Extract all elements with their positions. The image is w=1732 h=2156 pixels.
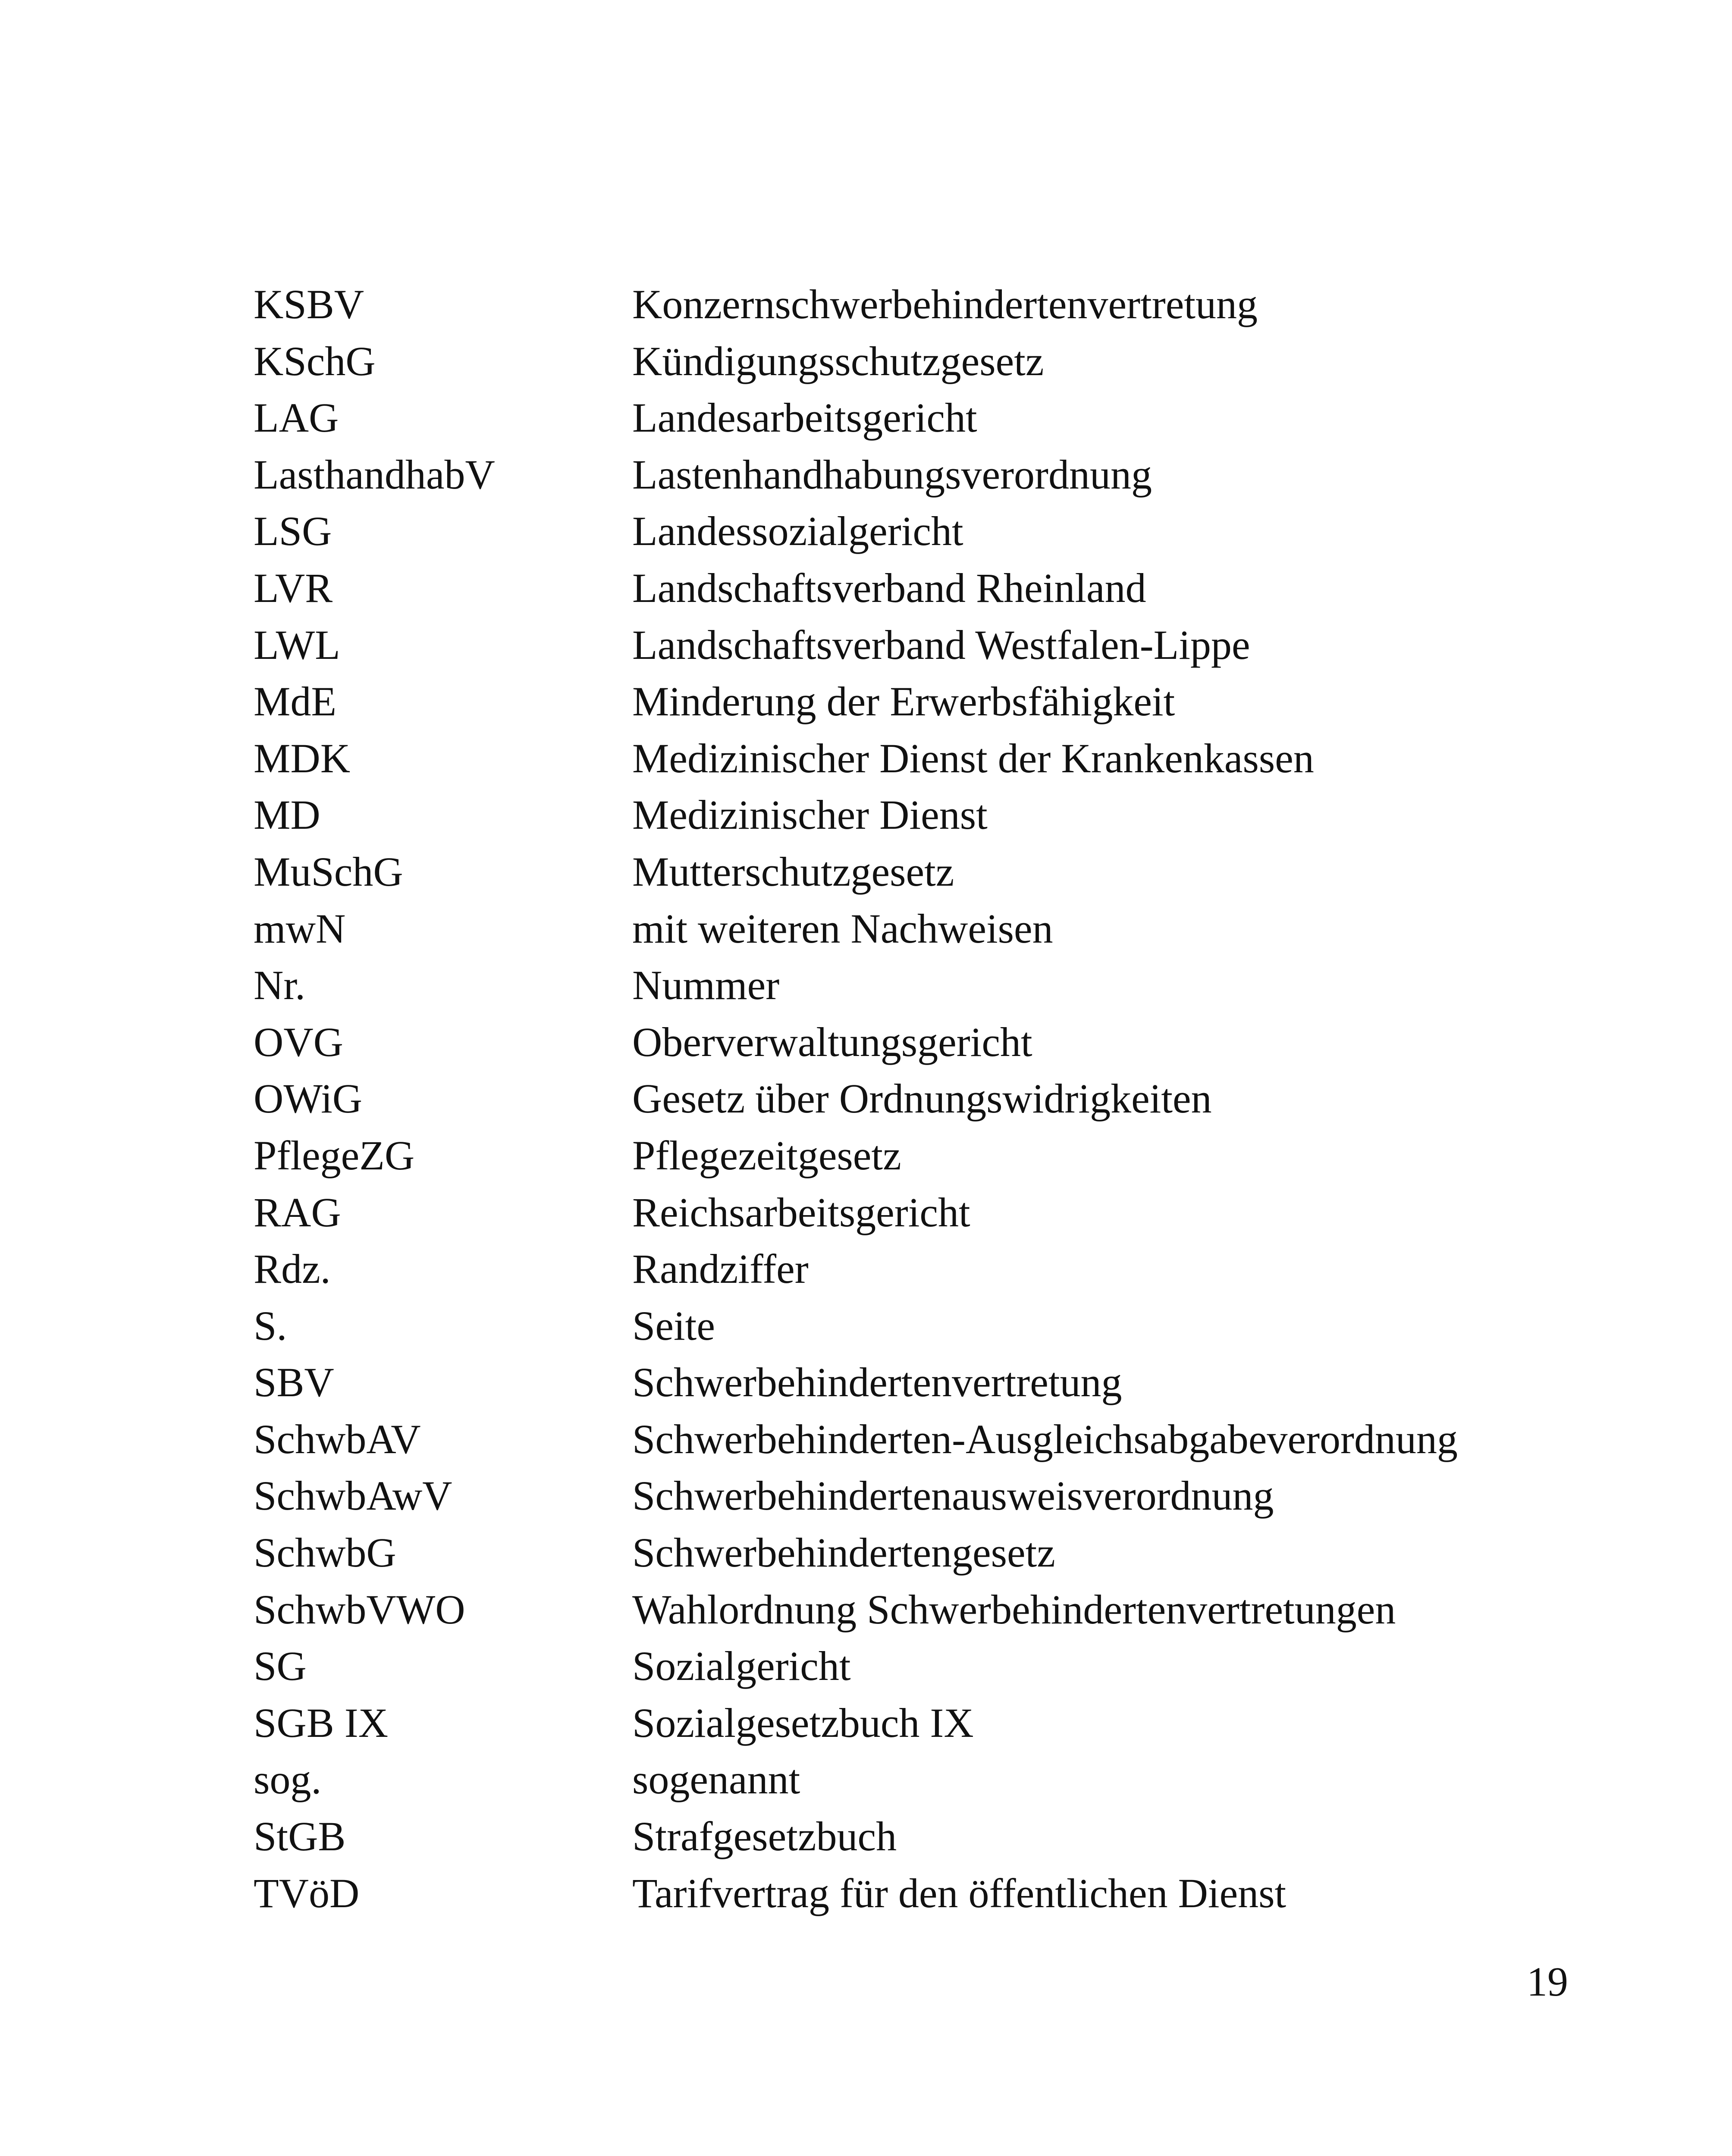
abbreviation-term: Rdz. [254, 1246, 331, 1292]
list-item [254, 1865, 1547, 1922]
abbreviation-term: SGB IX [254, 1699, 389, 1746]
abbreviation-definition: Landschaftsverband Westfalen-Lippe [632, 621, 1250, 668]
abbreviation-term: StGB [254, 1813, 346, 1860]
abbreviation-definition: Wahlordnung Schwerbehindertenvertretungen [632, 1586, 1396, 1633]
list-item [254, 1524, 1547, 1581]
list-item [254, 673, 1547, 730]
abbreviation-definition: Reichsarbeitsgericht [632, 1189, 970, 1235]
abbreviation-term: MuSchG [254, 848, 403, 895]
abbreviation-term: mwN [254, 905, 346, 952]
abbreviation-term: LWL [254, 621, 340, 668]
abbreviation-definition: Seite [632, 1302, 715, 1349]
list-item [254, 1638, 1547, 1695]
list-item [254, 560, 1547, 617]
list-item [254, 1297, 1547, 1354]
abbreviation-term: KSchG [254, 338, 376, 384]
list-item [254, 1070, 1547, 1127]
abbreviation-term: SchwbAV [254, 1416, 421, 1462]
list-item [254, 1808, 1547, 1865]
list-item [254, 333, 1547, 390]
abbreviation-definition: Schwerbehinderten-Ausgleichsabgabeverordnung [632, 1416, 1458, 1462]
list-item [254, 1241, 1547, 1297]
abbreviation-term: SBV [254, 1359, 334, 1406]
abbreviation-term: SchwbAwV [254, 1473, 452, 1519]
abbreviation-term: MDK [254, 735, 351, 781]
abbreviation-term: LasthandhabV [254, 451, 495, 498]
list-item [254, 787, 1547, 843]
list-item [254, 900, 1547, 957]
abbreviation-term: LVR [254, 564, 333, 611]
abbreviation-definition: Sozialgericht [632, 1643, 851, 1689]
list-item [254, 1127, 1547, 1184]
abbreviation-definition: Schwerbehindertenvertretung [632, 1359, 1122, 1406]
abbreviation-definition: Konzernschwerbehindertenvertretung [632, 281, 1258, 327]
abbreviation-term: MdE [254, 678, 336, 725]
abbreviation-definition: Pflegezeitgesetz [632, 1132, 901, 1178]
abbreviation-definition: sogenannt [632, 1756, 800, 1803]
abbreviation-term: SG [254, 1643, 307, 1689]
abbreviation-definition: Minderung der Erwerbsfähigkeit [632, 678, 1175, 725]
abbreviation-term: RAG [254, 1189, 341, 1235]
abbreviation-term: MD [254, 792, 320, 838]
abbreviation-term: KSBV [254, 281, 364, 327]
list-item [254, 1467, 1547, 1524]
abbreviation-term: OWiG [254, 1075, 363, 1122]
list-item [254, 276, 1547, 333]
abbreviation-definition: Tarifvertrag für den öffentlichen Dienst [632, 1870, 1286, 1916]
abbreviation-term: LSG [254, 508, 332, 555]
list-item [254, 843, 1547, 900]
list-item [254, 1184, 1547, 1241]
list-item [254, 1411, 1547, 1468]
abbreviation-list [254, 276, 1547, 1921]
abbreviation-definition: Schwerbehindertengesetz [632, 1529, 1055, 1576]
abbreviation-definition: Oberverwaltungsgericht [632, 1018, 1032, 1065]
abbreviation-definition: Mutterschutzgesetz [632, 848, 954, 895]
abbreviation-definition: Medizinischer Dienst der Krankenkassen [632, 735, 1314, 781]
abbreviation-definition: Lastenhandhabungsverordnung [632, 451, 1152, 498]
list-item [254, 1751, 1547, 1808]
abbreviation-definition: Medizinischer Dienst [632, 792, 988, 838]
list-item [254, 730, 1547, 787]
list-item [254, 389, 1547, 446]
abbreviation-definition: Nummer [632, 962, 780, 1009]
list-item [254, 1014, 1547, 1071]
abbreviation-definition: Landessozialgericht [632, 508, 963, 555]
list-item [254, 446, 1547, 503]
abbreviation-definition: Strafgesetzbuch [632, 1813, 897, 1860]
abbreviation-definition: Randziffer [632, 1246, 809, 1292]
abbreviation-term: PflegeZG [254, 1132, 415, 1178]
abbreviation-definition: Gesetz über Ordnungswidrigkeiten [632, 1075, 1212, 1122]
list-item [254, 1581, 1547, 1638]
list-item [254, 1695, 1547, 1752]
list-item [254, 957, 1547, 1014]
abbreviation-term: SchwbVWO [254, 1586, 465, 1633]
abbreviation-definition: Sozialgesetzbuch IX [632, 1699, 974, 1746]
abbreviation-term: sog. [254, 1756, 322, 1803]
abbreviation-term: OVG [254, 1018, 343, 1065]
abbreviation-definition: Schwerbehindertenausweisverordnung [632, 1473, 1274, 1519]
abbreviation-term: TVöD [254, 1870, 360, 1916]
abbreviation-term: Nr. [254, 962, 305, 1009]
abbreviation-definition: Landesarbeitsgericht [632, 395, 977, 441]
abbreviation-definition: Kündigungsschutzgesetz [632, 338, 1044, 384]
abbreviation-definition: Landschaftsverband Rheinland [632, 564, 1146, 611]
abbreviation-term: S. [254, 1302, 287, 1349]
abbreviation-term: LAG [254, 395, 339, 441]
list-item [254, 617, 1547, 674]
abbreviation-definition: mit weiteren Nachweisen [632, 905, 1053, 952]
list-item [254, 503, 1547, 560]
page-number: 19 [1527, 1959, 1568, 2005]
abbreviation-term: SchwbG [254, 1529, 396, 1576]
list-item [254, 1354, 1547, 1411]
